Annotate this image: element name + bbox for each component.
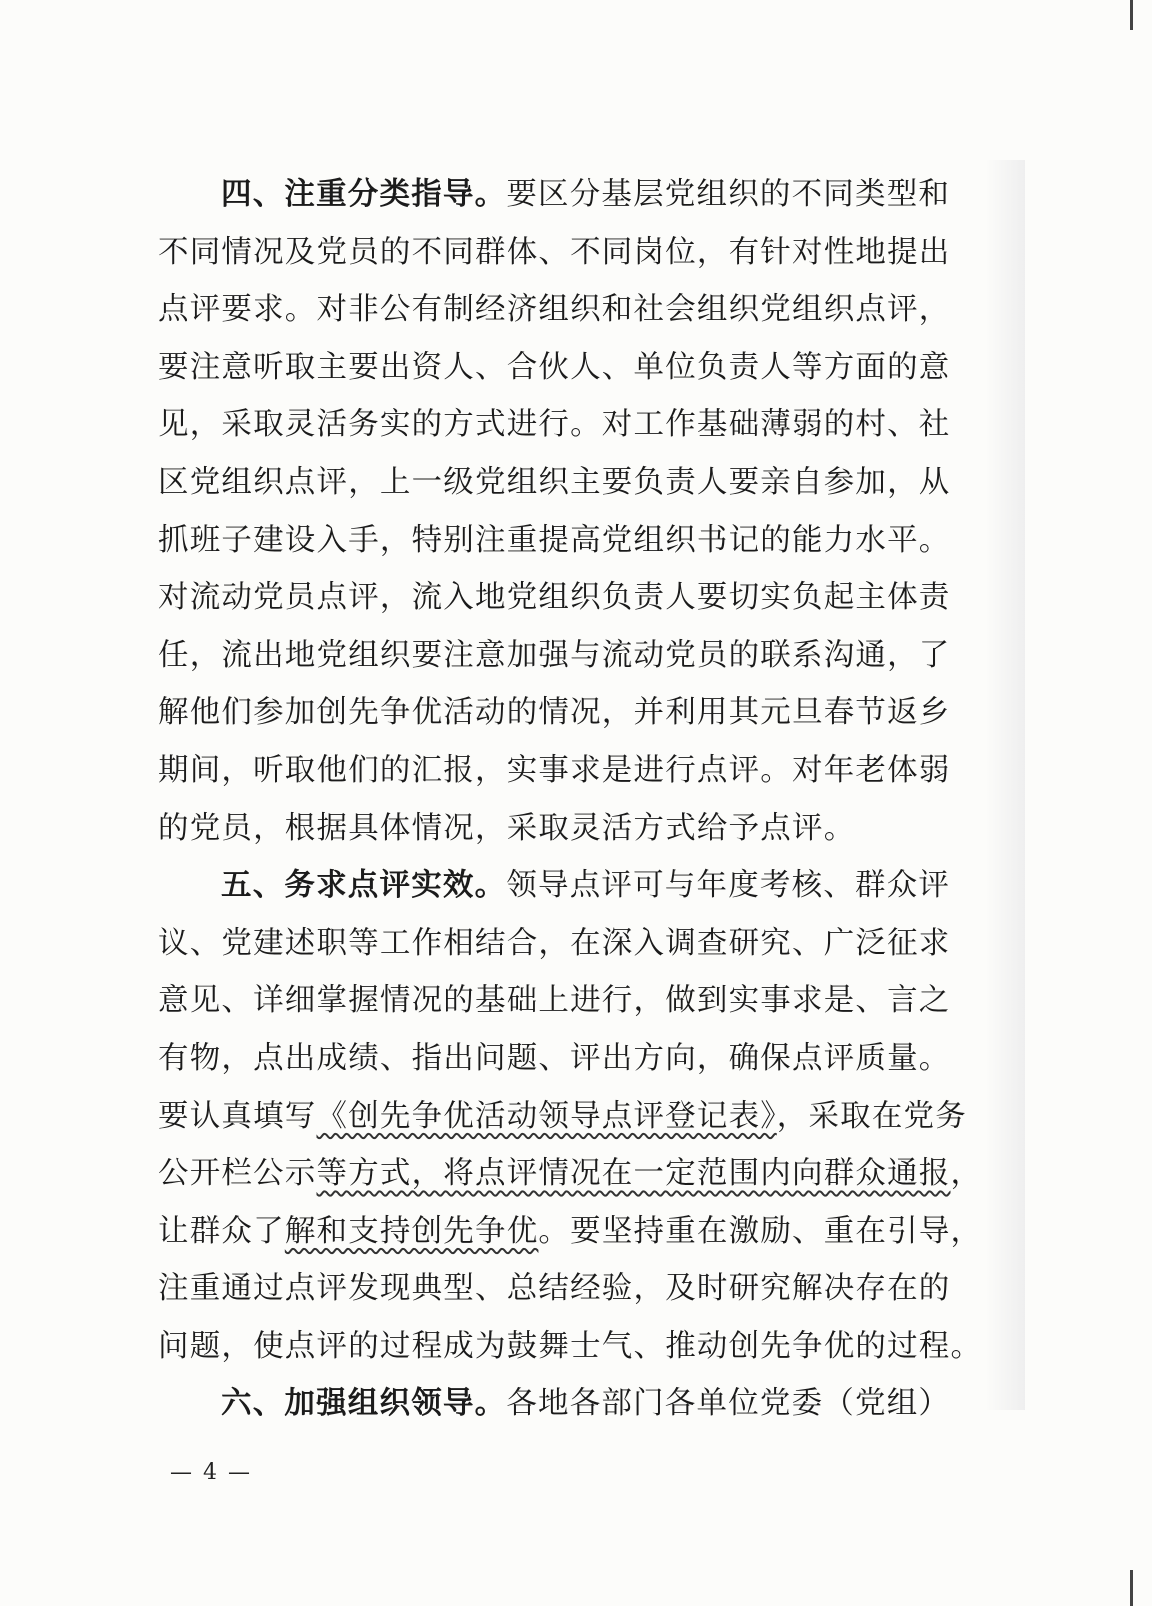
text-segment: 要认真填写 xyxy=(158,1098,317,1134)
document-body xyxy=(158,166,990,1433)
scan-edge-mark xyxy=(1130,1570,1133,1606)
paragraph-line xyxy=(158,1375,990,1433)
handwritten-underline-segment: 《创先争优活动领导点评登记表》 xyxy=(316,1098,777,1134)
paragraph-line: 任，流出地党组织要注意加强与流动党员的联系沟通，了 xyxy=(158,637,951,673)
paragraph-line: 不同情况及党员的不同群体、不同岗位，有针对性地提出 xyxy=(158,234,951,270)
section-heading-five: 五、务求点评实效。 xyxy=(221,868,507,904)
handwritten-underline-segment: 解和支持创先争优 xyxy=(284,1213,539,1249)
text-segment: 公开栏公示 xyxy=(158,1156,317,1192)
paragraph-line: 对流动党员点评，流入地党组织负责人要切实负起主体责 xyxy=(158,580,951,616)
paragraph-line: 意见、详细掌握情况的基础上进行，做到实事求是、言之 xyxy=(158,983,951,1019)
paragraph-line: 有物，点出成绩、指出问题、评出方向，确保点评质量。 xyxy=(158,1040,951,1076)
paragraph-line: 注重通过点评发现典型、总结经验，及时研究解决存在的 xyxy=(158,1271,951,1307)
paragraph-line-underlined xyxy=(158,1203,990,1261)
handwritten-underline-segment: 等方式，将点评情况在一定范围内向群众通报 xyxy=(316,1156,951,1192)
paragraph-line: 解他们参加创先争优活动的情况，并利用其元旦春节返乡 xyxy=(158,695,951,731)
paragraph-line: 期间，听取他们的汇报，实事求是进行点评。对年老体弱 xyxy=(158,752,951,788)
paragraph-line: 的党员，根据具体情况，采取灵活方式给予点评。 xyxy=(158,810,856,846)
paragraph-line-underlined xyxy=(158,1088,990,1146)
paragraph-text: 要区分基层党组织的不同类型和 xyxy=(506,177,951,212)
scan-bleed-through xyxy=(985,160,1025,1410)
paragraph-text: 各地各部门各单位党委（党组） xyxy=(506,1386,951,1422)
paragraph-line: 抓班子建设入手，特别注重提高党组织书记的能力水平。 xyxy=(158,522,951,558)
paragraph-line: 议、党建述职等工作相结合，在深入调查研究、广泛征求 xyxy=(158,925,951,961)
section-heading-six: 六、加强组织领导。 xyxy=(221,1386,507,1422)
text-segment: 。要坚持重在激励、重在引导， xyxy=(538,1213,983,1249)
paragraph-line: 要注意听取主要出资人、合伙人、单位负责人等方面的意 xyxy=(158,349,951,385)
paragraph-text: 领导点评可与年度考核、群众评 xyxy=(506,868,951,904)
paragraph-line: 见，采取灵活务实的方式进行。对工作基础薄弱的村、社 xyxy=(158,407,951,443)
scan-edge-mark xyxy=(1130,0,1133,30)
text-segment: ，采取在党务 xyxy=(776,1098,967,1134)
text-segment: 让群众了 xyxy=(158,1213,285,1249)
paragraph-line xyxy=(158,166,990,224)
paragraph-line: 点评要求。对非公有制经济组织和社会组织党组织点评， xyxy=(158,292,951,328)
paragraph-line: 问题，使点评的过程成为鼓舞士气、推动创先争优的过程。 xyxy=(158,1328,983,1364)
paragraph-line: 区党组织点评，上一级党组织主要负责人要亲自参加，从 xyxy=(158,464,951,500)
paragraph-line-underlined xyxy=(158,1145,990,1203)
page-number: — 4 — xyxy=(170,1460,252,1485)
paragraph-line xyxy=(158,857,990,915)
text-segment: ， xyxy=(950,1156,983,1192)
section-heading-four: 四、注重分类指导。 xyxy=(221,177,507,212)
